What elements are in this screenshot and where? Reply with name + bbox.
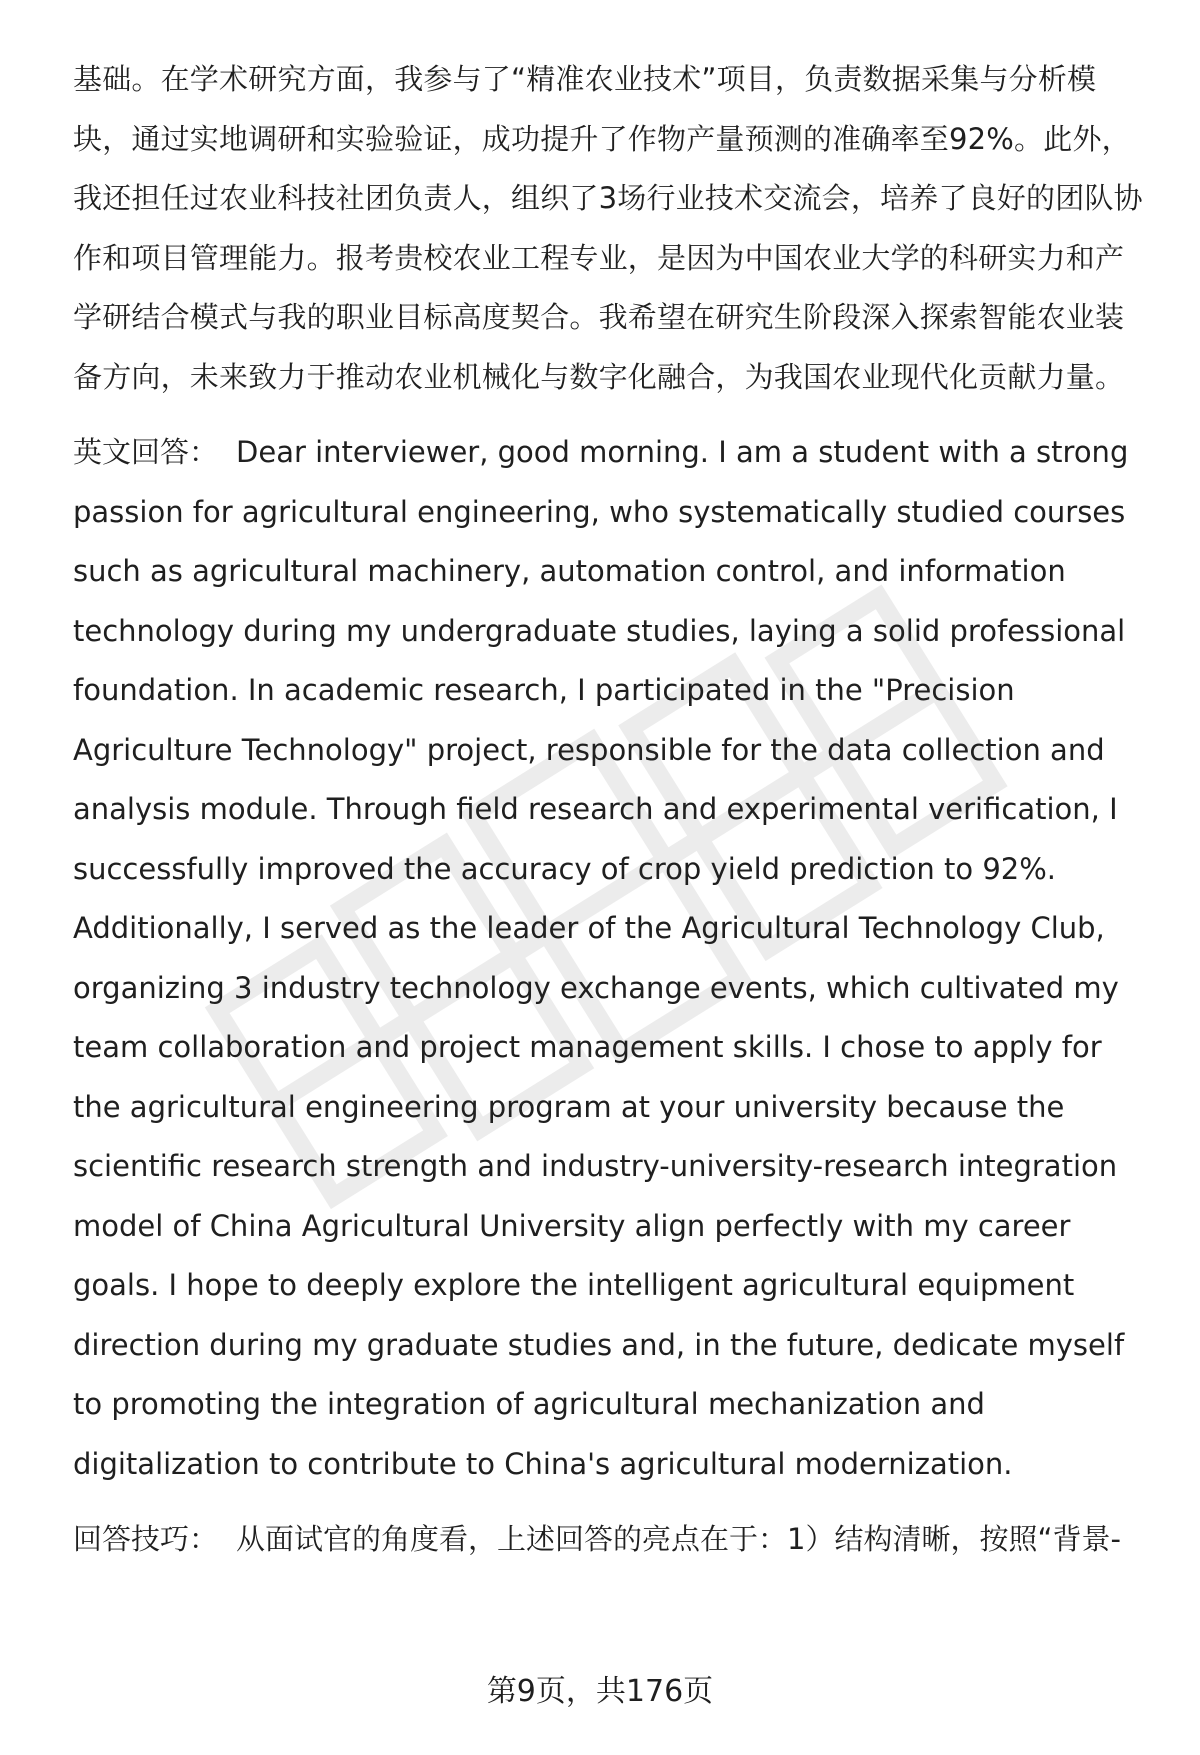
answer-tips-text: 从面试官的角度看，上述回答的亮点在于：1）结构清晰，按照“背景- [236,1522,1121,1556]
english-answer-paragraph [73,423,1145,1494]
main-content [73,50,1145,1570]
answer-tips-paragraph [73,1510,1145,1570]
page-number-footer: 第9页，共176页 [486,1674,714,1709]
english-answer-text: Dear interviewer, good morning. I am a student with a strong passion for agricultural engineering, who systematically studied courses such as agricultural machinery, automation control, and information technology during my undergraduate studies, laying a solid professional foundation. In academic research, I participated in the "Precision Agriculture Technology" project, responsible for the data collection and analysis module. Through field research and experimental verification, I successfully improved the accuracy of crop yield prediction to 92%. Additionally, I served as the leader of the Agricultural Technology Club, organizing 3 industry technology exchange events, which cultivated my team collaboration and project management skills. I chose to apply for the agricultural engineering program at your university because the scientific research strength and industry-university-research integration model of China Agricultural University align perfectly with my career goals. I hope to deeply explore the intelligent agricultural equipment direction during my graduate studies and, in the future, dedicate myself to promoting the integration of agricultural mechanization and digitalization to contribute to China's agricultural modernization. [73,435,1129,1481]
answer-tips-label: 回答技巧： [73,1522,219,1556]
english-answer-label: 英文回答： [73,435,219,469]
chinese-answer-paragraph: 基础。在学术研究方面，我参与了“精准农业技术”项目，负责数据采集与分析模块，通过实地调研和实验验证，成功提升了作物产量预测的准确率至92%。此外，我还担任过农业科技社团负责人，组织了3场行业技术交流会，培养了良好的团队协作和项目管理能力。报考贵校农业工程专业，是因为中国农业大学的科研实力和产学研结合模式与我的职业目标高度契合。我希望在研究生阶段深入探索智能农业装备方向，未来致力于推动农业机械化与数字化融合，为我国农业现代化贡献力量。 [73,62,1143,394]
